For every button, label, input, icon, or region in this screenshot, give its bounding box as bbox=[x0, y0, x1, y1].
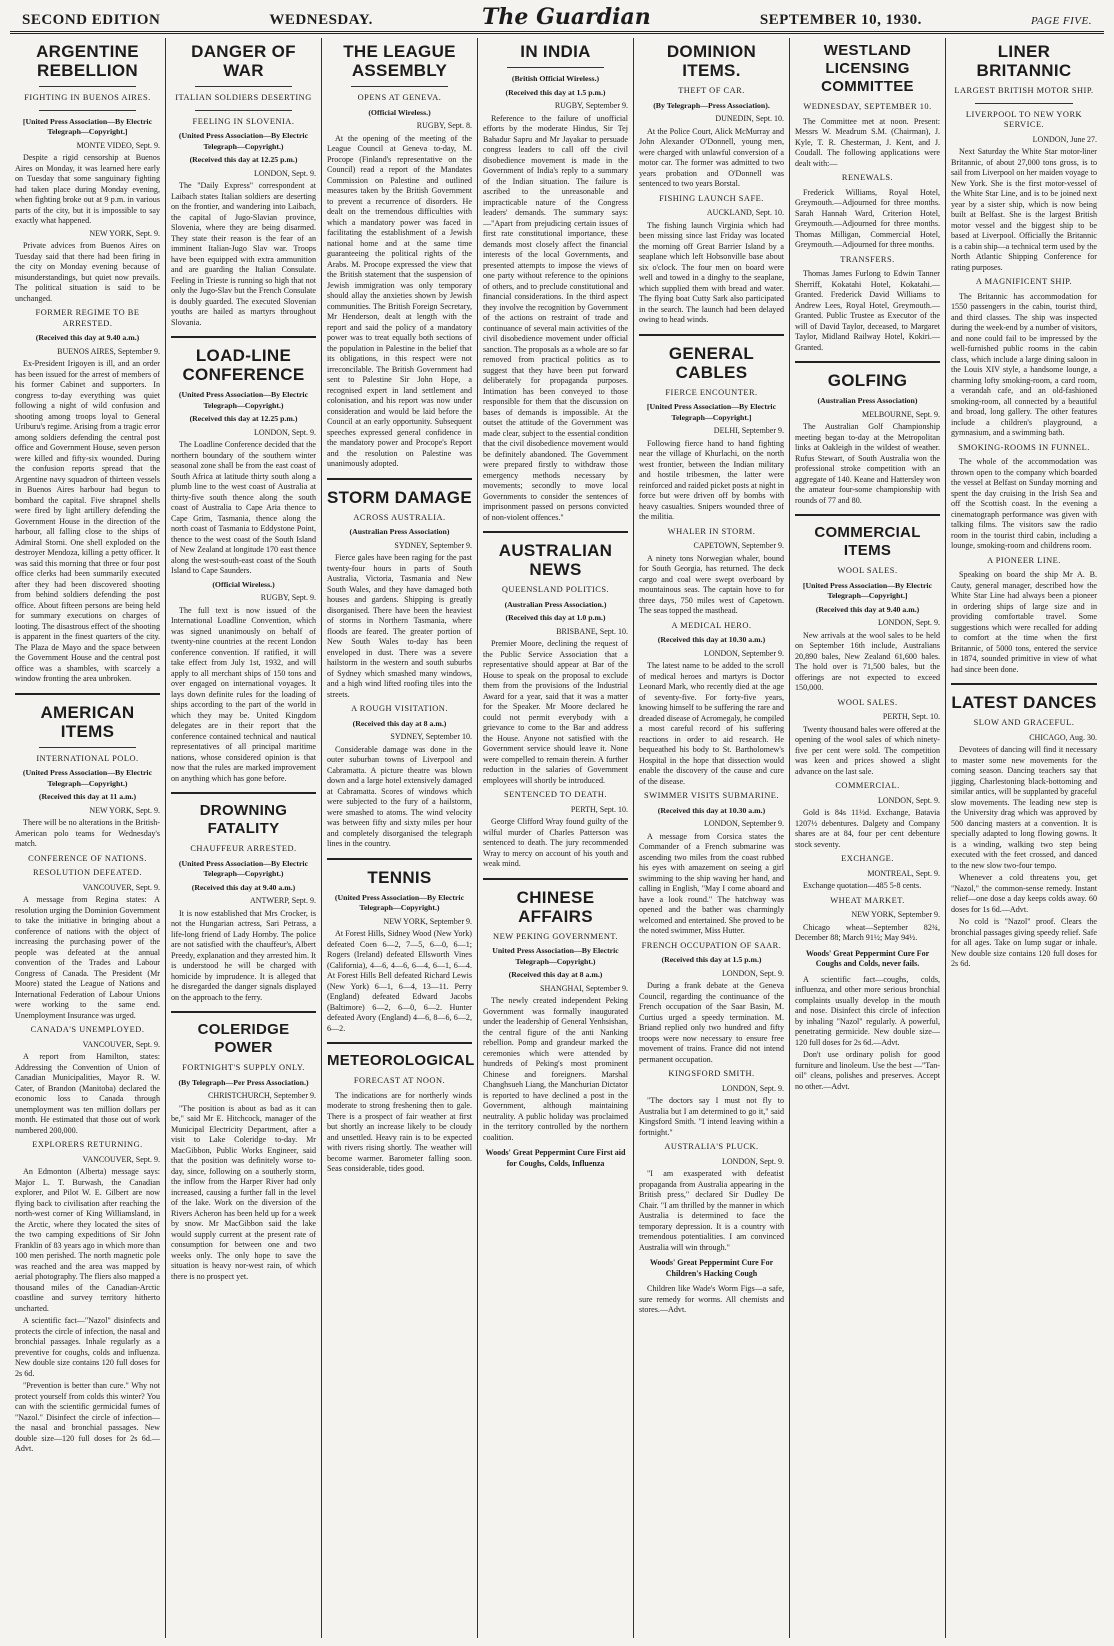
article-paragraph: Thomas James Furlong to Edwin Tanner Sherriff, Kokatahi Hotel, Kokatahi.—Granted. Frederick David Williams to Andrew Lees, Royal Hotel, Greymouth.—Granted. Public Trustee as Executor of the will of David Taylor, deceased, to Margaret Taylor, Midland Railway Hotel, Kokiri.—Granted. bbox=[795, 269, 940, 352]
headline-in-india: IN INDIA bbox=[520, 42, 591, 61]
headline-westland-licensing: WESTLAND LICENSING COMMITTEE bbox=[821, 42, 914, 95]
article-paragraph: Following fierce hand to hand fighting near the village of Khurlachi, on the north west frontier, between the Indian military and hostile tribesmen, the latter were reinforced and raided picket posts at night in force but were driven off by bombs with heavy casualties. Snipers wounded three of the militia. bbox=[639, 438, 784, 521]
headline-chinese-affairs: CHINESE AFFAIRS bbox=[516, 887, 595, 926]
subheading: FRENCH OCCUPATION OF SAAR. bbox=[641, 940, 782, 950]
article-paragraph: The whole of the accommodation was thrown open to the company which boarded the vessel at Belfast on Sunday morning and spent the day cruising in the Irish Sea and off the Scottish coast. In the evening a cinematograph performance was given with talking films. The visitors saw the radio room in the tourist third cabin, including a lounge, smoking-room and childrens room. bbox=[951, 457, 1097, 550]
headline-dominion-items: DOMINION ITEMS. bbox=[666, 42, 757, 80]
dateline: CHICAGO, Aug. 30. bbox=[1029, 732, 1097, 742]
received-line: (Received this day at 1.5 p.m.) bbox=[505, 87, 606, 97]
article-paragraph: Speaking on board the ship Mr A. B. Cauty, general manager, described how the White Star Line had always been a pioneer in ordering ships of large size and in providing comfortable travel. Some suggestions which were recalled for adding to comfort at the time when the first Britannic, of 5000 tons, entered the service in 1874, sounded primitive in view of what had since been done. bbox=[951, 570, 1097, 674]
subheading: SENTENCED TO DEATH. bbox=[504, 790, 607, 799]
article-paragraph: Next Saturday the White Star motor-liner Britannic, of about 27,000 tons gross, is to sail from Liverpool on her maiden voyage to New York. She is the first motor-vessel of the White Star Line, and is to be joined next year by a sister ship, which is now being built at Belfast. She is the largest British motor vessel and the biggest ship to be based at Liverpool. Officially the Britannic is a cabin ship—a technical term used by the North Atlantic Shipping Conference for rating purposes. bbox=[951, 147, 1097, 272]
subheading: SMOKING-ROOMS IN FUNNEL. bbox=[958, 442, 1090, 452]
credit-line: United Press Association—By Electric Telegraph—Copyright.) bbox=[492, 946, 619, 966]
dateline: RUGBY, Sept. 9. bbox=[260, 593, 316, 602]
article-paragraph: Exchange quotation—485 5-8 cents. bbox=[803, 881, 922, 890]
subheading: ACROSS AUSTRALIA. bbox=[353, 512, 446, 522]
credit-line: (United Press Association—By Electric Telegraph—Copyright.) bbox=[178, 131, 309, 151]
credit-line: (By Telegraph—Per Press Association.) bbox=[178, 1077, 309, 1087]
received-line: (Received this day at 8 a.m.) bbox=[352, 718, 447, 728]
newspaper-title: The Guardian bbox=[482, 4, 651, 30]
subheading: SLOW AND GRACEFUL. bbox=[973, 718, 1075, 727]
dateline: LONDON, Sept. 9. bbox=[254, 427, 316, 437]
article-columns bbox=[10, 38, 1104, 1638]
dateline: SYDNEY, September 9. bbox=[394, 540, 472, 550]
credit-line: (United Press Association—By Electric Telegraph—Copyright.) bbox=[22, 768, 153, 788]
article-paragraph: The Australian Golf Championship meeting began to-day at the Metropolitan links at Oakleigh in the wildest of weather. Rufus Stewart, of South Australia won the professional stroke competition with an aggregate of 140. Keane and Hattersley won the amateur four-some championship with rounds of 77 and 80. bbox=[795, 422, 940, 505]
article-paragraph: At the Police Court, Alick McMurray and John Alexander O'Donnell, young men, were charged with unlawful conversion of a motor car. The former was admitted to two years probation and O'Donnell was sentenced to two years Borstal. bbox=[639, 126, 784, 188]
issue-date: SEPTEMBER 10, 1930. bbox=[759, 12, 922, 28]
subheading: COMMERCIAL. bbox=[835, 781, 900, 790]
advertisement: Whenever a cold threatens you, get "Nazol," the common-sense remedy. Instant relief—one dose a day keeps colds away. 60 doses for 1s 6d.—Advt. bbox=[951, 873, 1097, 914]
advertisement: "Prevention is better than cure." Why not protect yourself from colds this winter? You can with the scientific germicidal fumes of "Nazol." Disinfect the circle of infection—the nasal and bronchial passages. New double size—120 full doses for 2s 6d.—Advt. bbox=[15, 1381, 160, 1453]
subheading: EXCHANGE. bbox=[841, 854, 894, 863]
advertisement: A scientific fact—coughs, colds, influenza, and other more serious bronchial complaints usually develop in the mouth and nose. Disinfect this circle of infection by inhaling "Nazol" regularly. A powerful, penetrating germicide. New double size—120 full doses for 2s 6d.—Advt. bbox=[795, 974, 940, 1047]
article-paragraph: Premier Moore, declining the request of the Public Service Association that a representative should appear at Bar of the House to speak on the proposal to exclude them from the provisions of the Industrial Award for a year, said that it was a matter for the Speaker. Mr Moore declared he could not permit everybody with a grievance to come to the Bar and address the House. Anyone not satisfied with the Government service should leave it. None were compelled to remain therein. A further reduction in the salaries of Government employees will shortly be introduced. bbox=[483, 639, 628, 785]
article-paragraph: The Britannic has accommodation for 1550 passengers in the cabin, tourist third, and third classes. The ship was inspected during the week-end by a number of visitors, and none could fail to be impressed by the well-furnished public rooms in the cabin class, which include a large dining saloon in the Louis XIV style, a handsome lounge, a charming lofty smoking-room, a card room, a verandah cafe, and an old-fashioned smoking-room, all connected by a beautiful and broad, long gallery. The other features include a children's playground, a gymnasium, and a swimming bath. bbox=[951, 291, 1097, 437]
received-line: (Received this day at 1.5 p.m.) bbox=[661, 955, 762, 964]
headline-tennis: TENNIS bbox=[367, 867, 432, 887]
article-paragraph: It is now established that Mrs Crocker, is not the Hungarian actress, Sari Petrass, a life-long friend of Lady Hornby. The police are not satisfied with the chauffeur's, Albert Preedy, explanation and they arrested him. It is understood he will be charged with homicide by imprudence. It is alleged that he disregarded the danger signals displayed on the approach to the ferry. bbox=[171, 908, 316, 1002]
subheading: A MEDICAL HERO. bbox=[671, 620, 752, 630]
headline-meteorological: METEOROLOGICAL bbox=[327, 1052, 475, 1069]
headline-australian-news: AUSTRALIAN NEWS bbox=[498, 541, 613, 579]
subheading: SWIMMER VISITS SUBMARINE. bbox=[644, 791, 779, 800]
subheading: FISHING LAUNCH SAFE. bbox=[659, 193, 764, 203]
headline-storm-damage: STORM DAMAGE bbox=[327, 487, 472, 507]
dateline: ANTWERP, Sept. 9. bbox=[250, 896, 316, 905]
article-paragraph: The newly created independent Peking Government was formally inaugurated under the leadership of General Yenhsishan, the central figure of the anti Nanking rebellion. Pomp and grandeur marked the ceremonies which were attended by hundreds of Peking's most prominent Chinese and foreigners. Marshal Changhsueh Liang, the Manchurian Dictator is reported to have declined a post in the Government, although maintaining neutrality. A public holiday was proclaimed in the territory controlled by the northern coalition. bbox=[483, 996, 628, 1142]
article-paragraph: An Edmonton (Alberta) message says: Major L. T. Burwash, the Canadian explorer, and Pilot W. E. Gilbert are now flying back to civilisation after reaching the north-west corner of King Williamsland, in the Arctic, where they located the sites of the two camping expeditions of Sir John Franklin of 83 years ago in which more than 100 men perished. The north magnetic pole was reached and the area was mapped by aerial photography. The fliers also mapped a thousand miles of the Canadian-Arctic coastline and survey territory hitherto uncharted. bbox=[15, 1167, 160, 1313]
dateline: LONDON, September 9. bbox=[704, 648, 784, 658]
advertisement: Woods' Great Peppermint Cure For Children's Hacking Cough bbox=[649, 1258, 774, 1278]
subheading: NEW PEKING GOVERNMENT. bbox=[493, 931, 618, 941]
dateline: RUGBY, Sept. 8. bbox=[416, 121, 472, 130]
received-line: (Received this day at 11 a.m.) bbox=[38, 792, 137, 801]
subheading: A ROUGH VISITATION. bbox=[351, 704, 448, 713]
dateline: AUCKLAND, Sept. 10. bbox=[706, 208, 784, 217]
dateline: LONDON, Sept. 9. bbox=[722, 1083, 784, 1093]
article-paragraph: A message from Corsica states the Commander of a French submarine was ascending two miles from the coast rubbed his eyes with amazement on seeing a girl swimming to the ship waving her hand, and calling in English, "May I come aboard and have a look round." The hatchway was opened and the bather was charmingly welcomed and entertained. She proved to be the noted swimmer, Miss Hutter. bbox=[639, 831, 784, 935]
article-paragraph: The full text is now issued of the International Loadline Convention, which was signed unanimously on behalf of twenty-nine countries at the recent London conference convention. If ratified, it will take effect from July 1st, 1932, and will apply to all merchant ships of 150 tons and over engaged on international voyages. It lays down definite rules for the loading of ships according to the part of the world in which they may be. United Kingdom delegates are in their report that the conference contained technical and nautical representatives of all principal maritime nations, whose considered opinion is that now that the rules are marked improvement on anything which has gone before. bbox=[171, 605, 316, 783]
dateline: VANCOUVER, Sept. 9. bbox=[82, 882, 160, 892]
subheading: WHALER IN STORM. bbox=[667, 526, 756, 536]
headline-american-items: AMERICAN ITEMS bbox=[40, 702, 135, 741]
subheading: WOOL SALES. bbox=[837, 566, 898, 575]
subheading: THEFT OF CAR. bbox=[678, 86, 745, 95]
received-line: (Received this day at 9.40 a.m.) bbox=[191, 882, 296, 892]
advertisement: No cold is "Nazol" proof. Clears the bronchial passages giving speedy relief. Safe for all ages. Take on lump sugar or inhale. New double size contains 120 full doses for 2s 6d. bbox=[951, 917, 1097, 968]
subheading: AUSTRALIA'S PLUCK. bbox=[664, 1142, 759, 1151]
credit-line: [United Press Association—By Electric Telegraph—Copyright.] bbox=[646, 402, 777, 422]
article-paragraph: A ninety tons Norwegian whaler, bound for South Georgia, has returned. The deck cargo and coal were swept overboard by mountainous seas. The captain hove to for three days, 750 miles west of Capetown. The seas topped the masthead. bbox=[639, 553, 784, 615]
credit-line: (Official Wireless.) bbox=[212, 579, 275, 589]
dateline: MONTREAL, Sept. 9. bbox=[867, 868, 940, 878]
subheading: FEELING IN SLOVENIA. bbox=[192, 116, 295, 126]
subheading: INTERNATIONAL POLO. bbox=[36, 753, 139, 763]
subheading: LIVERPOOL TO NEW YORK SERVICE. bbox=[965, 109, 1083, 129]
column-5 bbox=[634, 38, 790, 1638]
received-line: (Received this day at 8 a.m.) bbox=[508, 970, 603, 979]
article-paragraph: New arrivals at the wool sales to be held on September 16th include, Australians 20,890 bales, New Zealand 61,600 bales. The hold over is 71,500 bales, but the offerings are not expected to exceed 150,000. bbox=[795, 630, 940, 692]
dateline: VANCOUVER, Sept. 9. bbox=[82, 1039, 160, 1049]
subheading: RENEWALS. bbox=[841, 173, 894, 182]
column-7 bbox=[946, 38, 1102, 1638]
column-6 bbox=[790, 38, 946, 1638]
received-line: (Received this day at 10.30 a.m.) bbox=[657, 805, 766, 815]
article-paragraph: Despite a rigid censorship at Buenos Aires on Monday, it was learned here early on Tuesday that some sanguinary fighting had taken place during Monday evening, when fighting broke out at 9 p.m. in various parts of the city, but it is impossible to say exactly what happened. bbox=[15, 153, 160, 225]
article-paragraph: Fierce gales have been raging for the past twenty-four hours in parts of South Australia, Victoria, Tasmania and New South Wales, and they have damaged both houses and gardens. Shipping is greatly disorganised. There have been the heaviest of storms in Northern Tasmania, where floods are feared. The greater portion of New South Wales to-day has been enveloped in dust. There was a severe hailstorm in the western and south suburbs of Sydney which smashed many windows, and a high wind lifted roofing tiles into the streets. bbox=[327, 553, 472, 699]
dateline: SHANGHAI, September 9. bbox=[540, 983, 628, 993]
dateline: NEW YORK, Sept. 9. bbox=[89, 805, 160, 815]
subheading: TRANSFERS. bbox=[840, 254, 895, 264]
received-line: (Received this day at 9.40 a.m.) bbox=[35, 333, 140, 342]
advertisement: Woods' Great Peppermint Cure First aid for Coughs, Colds, Influenza bbox=[485, 1148, 626, 1168]
advertisement: Don't use ordinary polish for good furniture and linoleum. Use the best —"Tan-oil" cleans, polishes and preserves. Accept no other.—Advt. bbox=[795, 1050, 940, 1091]
subheading: FIGHTING IN BUENOS AIRES. bbox=[24, 93, 151, 102]
advertisement: Children like Wade's Worm Figs—a safe, sure remedy for worms. All chemists and stores.—Advt. bbox=[639, 1284, 784, 1314]
dateline: LONDON, June 27. bbox=[1032, 134, 1097, 144]
subheading: FORMER REGIME TO BE ARRESTED. bbox=[35, 308, 140, 328]
article-paragraph: Ex-President Irigoyen is ill, and an order has been issued for the arrest of members of his former Cabinet and supporters. In congress to-day everything was quiet following a night of wild confusion and shooting among troops loyal to General Uriburu's regime. Arising from a tragic error among soldiers defending the central post office and Government House, seven person were killed and fifty-six wounded. During the confusion reports spread that the Argentine navy squadron of thirteen vessels in Buenos Aires harbour had begun to bombard the capital. Five shrapnel shells were fired by light artillery defending the Government House in the direction of the harbour, all falling close to the ships of Admiral Storni. One shell exploded on the destroyer Mendoza, killing a petty officer. It was said this morning that three or four post office clerks had been summarily executed after they had been discovered shooting from behind soldiers defending the post office. About fifteen persons are being held for summary executions on charges of looting. The disastrous effect of the shooting is apparent in the finest quarters of the city. The Plaza de Mayo and the space between the Government House and the central post office was a shambles, with scarcely a window fronting the area unbroken. bbox=[15, 359, 160, 683]
headline-argentine-rebellion: ARGENTINE REBELLION bbox=[36, 42, 139, 80]
dateline: LONDON, Sept. 9. bbox=[254, 168, 316, 178]
masthead bbox=[10, 4, 1104, 34]
article-paragraph: The fishing launch Virginia which had been missing since last Friday was located the morning off Great Barrier Island by a seaplane which left Hobsonville base about six o'clock. The four men on board were well and towed in a dinghy to the seaplane, which supplied them with bread and water. The flying boat Cutty Sark also participated in the search. The launch had been delayed owing to head winds. bbox=[639, 220, 784, 324]
subheading: FORECAST AT NOON. bbox=[353, 1076, 446, 1085]
subheading: WHEAT MARKET. bbox=[830, 895, 905, 905]
subheading: OPENS AT GENEVA. bbox=[357, 93, 442, 102]
headline-league-assembly: THE LEAGUE ASSEMBLY bbox=[343, 42, 456, 80]
article-paragraph: Frederick Williams, Royal Hotel, Greymouth.—Adjourned for three months. Sarah Hannah Ward, Criterion Hotel, Greymouth.—Adjourned for three months. Thomas Milligan, Commercial Hotel, Greymouth.—Adjourned for three months. bbox=[795, 187, 940, 249]
subheading: QUEENSLAND POLITICS. bbox=[501, 585, 610, 594]
article-paragraph: Chicago wheat—September 82¾, December 88; March 91½; May 94½. bbox=[795, 922, 940, 942]
column-3 bbox=[322, 38, 478, 1638]
dateline: CAPETOWN, September 9. bbox=[693, 541, 784, 550]
received-line: (Received this day at 9.40 a.m.) bbox=[815, 604, 920, 614]
dateline: DELHI, September 9. bbox=[713, 426, 784, 435]
article-paragraph: Private advices from Buenos Aires on Tuesday said that there had been firing in the city on Monday evening because of misunderstandings, but quiet now prevails. The political situation is said to be unchanged. bbox=[15, 241, 160, 303]
article-paragraph: "The doctors say I must not fly to Australia but I am determined to go it," said Kingsford Smith. "I intend leaving within a fortnight." bbox=[639, 1096, 784, 1137]
credit-line: (Australian Press Association.) bbox=[504, 599, 607, 609]
article-paragraph: Gold is 84s 11½d. Exchange, Batavia 1207½ debentures. Dalgety and Company shares are at 84, four per cent debenture stock seventy. bbox=[795, 808, 940, 849]
article-paragraph: During a frank debate at the Geneva Council, regarding the continuance of the French occupation of the Saar Basin, M. Curtius urged a speedy termination. M. Briand replied only two hundred and fifty troops were now necessary to ensure free movement of trains. France did not intend permanent occupation. bbox=[639, 981, 784, 1064]
dateline: BRISBANE, Sept. 10. bbox=[556, 626, 628, 636]
credit-line: (United Press Association—By Electric Telegraph—Copyright.) bbox=[334, 892, 465, 912]
subheading: KINGSFORD SMITH. bbox=[668, 1069, 755, 1078]
headline-load-line-conference: LOAD-LINE CONFERENCE bbox=[182, 346, 305, 384]
article-paragraph: Devotees of dancing will find it necessary to master some new movements for the coming season. Dancing teachers say that jigging, Charlestoning black-bottoming and similar antics, will be supplanted by graceful slow movements. The leading new step is the University drag which was approved by 500 dancing masters at a convention. It is specially adapted to long flowing gowns. It is a winding, walking two step being executed with the feet crossed, and danced to the new slow two-four tempo. bbox=[951, 745, 1097, 870]
credit-line: [United Press Association—By Electric Telegraph—Copyright.] bbox=[22, 116, 153, 136]
dateline: NEW YORK, Sept. 9. bbox=[89, 228, 160, 238]
headline-drowning-fatality: DROWNING FATALITY bbox=[199, 802, 288, 837]
dateline: LONDON, Sept. 9. bbox=[722, 968, 784, 978]
received-line: (Received this day at 12.25 p.m.) bbox=[189, 155, 298, 164]
subheading: FORTNIGHT'S SUPPLY ONLY. bbox=[182, 1063, 305, 1072]
article-paragraph: The "Daily Express" correspondent at Laibach states Italian soldiers are deserting on the frontier, and wandering into Laibach, the capital of Jugo-Slavian province, Slovenia, where they are being disarmed. They state their reason is the fear of an imminent Italian-Jugo Slav war. Troops have been equipped with extra ammunition and are guarding the Italian Consulate. Feeling in Trieste is running so high that not only the Jugo-Slav but the French Consulate is doubly guarded. The executed Slovenian youths are hailed as martyrs throughout Slovania. bbox=[171, 181, 316, 327]
credit-line: (Official Wireless.) bbox=[368, 107, 431, 117]
article-paragraph: Reference to the failure of unofficial efforts by the moderate Hindus, Sir Tej Bahadur Sapru and Mr Jayakar to persuade congress leaders to call off the civil disobedience movement is made in the Government of India's reply to a summary of the Indian situation. The failure is ascribed to the unreasonable and impracticable nature of the Congress leaders' demands. The summary says:—"Apart from prejudicing certain issues of first rate constitutional importance, these demands most closely affect the financial interests of the local Governments, and presented attempts to impose the views of one party without reference to the opinions of others, and to preclude constitutional and financial considerations. In the third aspect they involve the recognition by Government of the actions on restraint of trade and continuance of several main activities of the civil disobedience movement under official sanction. The proposals as a whole are so far removed from practical politics as to suggest that they have been put forward deliberately for propaganda purposes. Intimation has been conveyed to those responsible for them that the discussion on bases of demands is impossible. At the outset the attitude of the Government was made clear, subject to the essential condition that the civil disobedience movement would be definitely abandoned. The Government were prepared firstly to withdraw those emergency methods necessary by movements; secondly to move local Governments to consider the sentences of imprisonment passed on persons convicted of non-violent offences." bbox=[483, 113, 628, 522]
subheading: FIERCE ENCOUNTER. bbox=[665, 387, 758, 397]
article-paragraph: The indications are for northerly winds moderate to strong freshening then to gale. There is a prospect of fair weather at first but shortly an increase likely to be cloudy and unsettled. Heavy rain is to be expected with rivers rising shortly. The weather will become warmer. Barometer falling soon. Seas considerable, tides good. bbox=[327, 1090, 472, 1173]
credit-line: (United Press Association—By Electric Telegraph—Copyright.) bbox=[178, 858, 309, 878]
dateline: LONDON, Sept. 9. bbox=[878, 795, 940, 805]
column-2 bbox=[166, 38, 322, 1638]
headline-golfing: GOLFING bbox=[827, 371, 908, 390]
headline-general-cables: GENERAL CABLES bbox=[668, 343, 755, 382]
subheading: EXPLORERS RETURNING. bbox=[32, 1140, 143, 1149]
advertisement: Woods' Great Peppermint Cure For Coughs and Colds, never fails. bbox=[805, 948, 930, 968]
article-paragraph: Twenty thousand bales were offered at the opening of the wool sales of which ninety-five per cent were sold. The competition was keen and prices showed a slight advance on the last sale. bbox=[795, 724, 940, 776]
dateline: PERTH, Sept. 10. bbox=[570, 804, 628, 814]
article-paragraph: A message from Regina states: A resolution urging the Dominion Government to take the initiative in bringing about a conference of nations with the object of increasing the purchasing power of the people was defeated at the annual convention of the Trades and Labour Congress of Canada. The President (Mr Moore) stated the League of Nations and International Federation of Labour Unions were working to the same end. Unemployment Insurance was urged. bbox=[15, 895, 160, 1020]
page-number: PAGE FIVE. bbox=[1030, 15, 1092, 27]
subheading: CONFERENCE OF NATIONS. bbox=[28, 853, 147, 863]
dateline: RUGBY, September 9. bbox=[554, 101, 628, 110]
dateline: NEW YORK, September 9. bbox=[383, 916, 472, 926]
article-paragraph: The latest name to be added to the scroll of medical heroes and martyrs is Doctor Leonard Mark, who recently died at the age of seventy-five. For forty-five years, knowing himself to be suffering the rare and dreaded disease of Acromegaly, he compiled a most careful record of his suffering reactions in order to aid research. He bequeathed his body to St. Bartholomew's Hospital in the hope that dissection would enable the discovery of the cause and cure of the disease. bbox=[639, 661, 784, 786]
dateline: NEW YORK, September 9. bbox=[851, 910, 940, 919]
headline-liner-britannic: LINER BRITANNIC bbox=[976, 42, 1072, 80]
dateline: DUNEDIN, Sept. 10. bbox=[715, 114, 784, 123]
advertisement: A scientific fact—"Nazol" disinfects and protects the circle of infection, the nasal and bronchial passages. Inhale regularly as a preventive for coughs, colds and influenza. New double size contains 120 full doses for 2s 6d. bbox=[15, 1316, 160, 1378]
dateline: BUENOS AIRES, September 9. bbox=[57, 346, 160, 356]
article-paragraph: "I am exasperated with defeatist propaganda from Australia appearing in the British press," declared Sir Dudley De Chair. "I am thrilled by the manner in which Australia is determined to face the temporary depression. It is a country with tremendous potentialities. I am convinced Australia will win through." bbox=[639, 1169, 784, 1252]
subheading: LARGEST BRITISH MOTOR SHIP. bbox=[954, 86, 1094, 95]
subheading: WEDNESDAY, SEPTEMBER 10. bbox=[803, 102, 932, 111]
article-paragraph: There will be no alterations in the British-American polo teams for Wednesday's match. bbox=[15, 818, 160, 848]
article-paragraph: At Forest Hills, Sidney Wood (New York) defeated Coen 6—2, 7—5, 6—0, 6—1; Rogers (Ireland) defeated Ellsworth Vines (California), 4—6, 4—6, 6—4, 6—1, 6—4. At Forest Hills Bell defeated Richard Lewis (New York) 6—1, 6—4, 13—11. Perry (England) defeated Edward Jacobs (Baltimore) 6—2, 6—0, 6—2. Hunter defeated Avory (England) 4—6, 8—6, 6—2, 6—2. bbox=[327, 929, 472, 1033]
credit-line: [United Press Association—By Electric Telegraph—Copyright.] bbox=[802, 580, 933, 600]
column-4 bbox=[478, 38, 634, 1638]
received-line: (Received this day at 10.30 a.m.) bbox=[657, 635, 766, 644]
dateline: LONDON, Sept. 9. bbox=[878, 618, 940, 627]
credit-line: (Australian Press Association) bbox=[349, 527, 450, 536]
received-line: (Received this day at 1.0 p.m.) bbox=[505, 613, 606, 622]
received-line: (Received this day at 12.25 p.m.) bbox=[189, 414, 298, 423]
dateline: LONDON, September 9. bbox=[704, 819, 784, 828]
subheading: CHAUFFEUR ARRESTED. bbox=[190, 844, 297, 853]
article-paragraph: George Clifford Wray found guilty of the wilful murder of Charles Patterson was sentenced to death. The jury recommended Wray to mercy on account of his youth and weak mind. bbox=[483, 817, 628, 868]
edition-label: SECOND EDITION bbox=[22, 12, 161, 28]
headline-latest-dances: LATEST DANCES bbox=[951, 693, 1097, 712]
dateline: PERTH, Sept. 10. bbox=[882, 712, 940, 721]
subheading: A MAGNIFICENT SHIP. bbox=[975, 277, 1073, 286]
headline-danger-of-war: DANGER OF WAR bbox=[191, 42, 296, 80]
subheading: WOOL SALES. bbox=[837, 697, 898, 707]
weekday-label: WEDNESDAY. bbox=[269, 12, 373, 28]
subheading: A PIONEER LINE. bbox=[987, 555, 1061, 565]
credit-line: (By Telegraph—Press Association). bbox=[653, 100, 770, 110]
subheading: ITALIAN SOLDIERS DESERTING bbox=[175, 93, 312, 102]
credit-line: (United Press Association—By Electric Telegraph—Copyright.) bbox=[178, 390, 309, 410]
subheading: RESOLUTION DEFEATED. bbox=[32, 868, 143, 877]
article-paragraph: A report from Hamilton, states: Addressing the Convention of Union of Canadian Municipalities, Mayor R. W. Cater, of Brandon (Manitoba) declared the economic loss to Canada through unemployment was ten million dollars per month. He estimated that those out of work numbered 200,000. bbox=[15, 1052, 160, 1135]
headline-commercial-items: COMMERCIAL ITEMS bbox=[814, 524, 921, 559]
article-paragraph: At the opening of the meeting of the League Council at Geneva to-day, M. Procope (Finland's representative on the Council) read a report of the Mandates Commission on Palestine and outlined measures taken by the British Government to prevent a recurrence of disorders. He dealt on the tremendous difficulties with which a mandatory power was faced in facilitating the establishment of a Jewish national home and at the same time guaranteeing the political rights of the Arabs. M. Procope expressed the view that the British statement that the suspension of Jewish immigration was only temporary should allay the anxieties shown by Jewish communities. The British Foreign Secretary, Mr Henderson, dealt at length with the report and said the policy of a mandatory power was to treat equally both sections of the population in Palestine in the belief that its obligations, in this respect were not irreconcilable. The British Government had sent to Palestine Sir John Hope, a recognised expert in land settlement and colonisation, and his report was now under consideration and would be laid before the Council at an early opportunity. Subsequent speeches expressed general confidence in the mandatory power and Procope's Report and the resolution on Palestine was unanimously adopted. bbox=[327, 133, 472, 468]
headline-coleridge-power: COLERIDGE POWER bbox=[197, 1021, 290, 1056]
dateline: SYDNEY, September 10. bbox=[390, 732, 472, 741]
article-paragraph: Considerable damage was done in the outer suburban towns of Liverpool and Cabramatta. A picture theatre was blown down and a large hotel extensively damaged at Cabramatta. Scores of windows which were subjected to the fury of a hailstorm, were smashed to atoms. The wind velocity was between fifty and sixty miles per hour and completely disorganised the telegraph lines in the country. bbox=[327, 744, 472, 848]
dateline: VANCOUVER, Sept. 9. bbox=[82, 1154, 160, 1164]
article-paragraph: The Loadline Conference decided that the northern boundary of the southern winter seasonal zone shall be from the east coast of South Africa at latitude thirty south along a plumb line to the west coast of Australia at thirty-five south thence along the south coast of Australia to Cape Aria thence to Cape Grim, Tasmania, thence along the north coast of Tasmania to Eddystone Point, thence to the west coast of the South Island of New Zealand at longitude 170 east thence along the west-south-east coast of the South Island to Cape Saunders. bbox=[171, 440, 316, 575]
subheading: CANADA'S UNEMPLOYED. bbox=[30, 1025, 145, 1034]
article-paragraph: The Committee met at noon. Present: Messrs W. Meadrum S.M. (Chairman), J. Kyle, T. R. Chesterman, J. Kent, and J. Coudall. The following applications were dealt with:— bbox=[795, 116, 940, 168]
credit-line: (British Official Wireless.) bbox=[511, 74, 600, 83]
article-paragraph: "The position is about as bad as it can be," said Mr E. Hitchcock, manager of the Municipal Electricity Department, after a visit to Lake Coleridge to-day. Mr MacGibbon, Public Works Engineer, said that the position was definitely worse to-day, since, following on a southerly storm, the inflow from the Harper River had only increased, causing a further fall in the level of the lake. Work on the diversion of the Rivers Acheron has been held up for a week by snow. Mr MacGibbon said the lake would supply current at the present rate of consumption for between one and two weeks only. The only hope to save the situation is heavy nor-west rain, of which there is no prospect yet. bbox=[171, 1103, 316, 1281]
dateline: MELBOURNE, Sept. 9. bbox=[862, 409, 940, 419]
dateline: LONDON, Sept. 9. bbox=[722, 1156, 784, 1166]
credit-line: (Australian Press Association) bbox=[817, 396, 918, 405]
dateline: CHRISTCHURCH, September 9. bbox=[208, 1091, 316, 1100]
column-1 bbox=[10, 38, 166, 1638]
dateline: MONTE VIDEO, Sept. 9. bbox=[76, 140, 160, 150]
